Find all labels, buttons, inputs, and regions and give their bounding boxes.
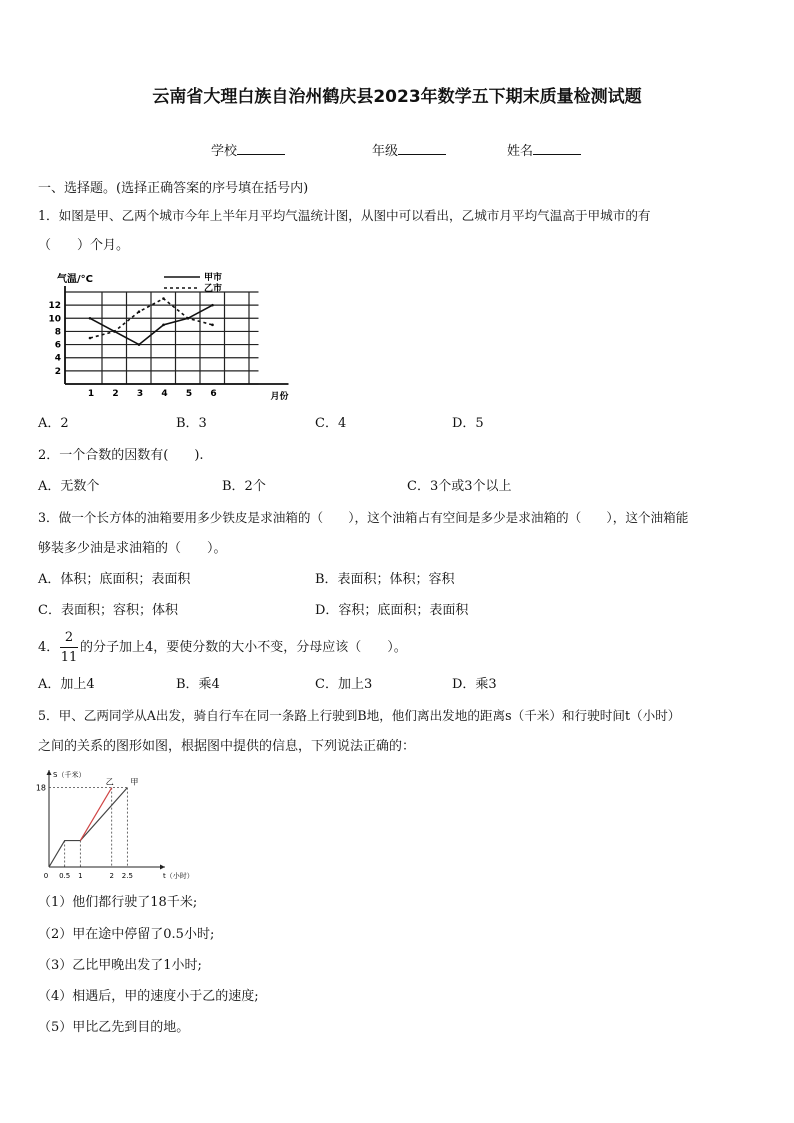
q1-option-b: B．3 — [176, 416, 207, 431]
y-tick-label: 2 — [54, 366, 61, 377]
school-blank — [237, 142, 285, 155]
legend-label: 甲市 — [204, 273, 223, 283]
x-tick-label: 4 — [161, 389, 168, 399]
q1-line2: （ ）个月。 — [38, 238, 130, 253]
x-tick-label: 5 — [185, 389, 193, 399]
grade-label: 年级 — [372, 144, 399, 159]
legend-label: 乙市 — [204, 284, 223, 294]
y-tick-label: 18 — [35, 783, 46, 793]
q5-line2: 之间的关系的图形如图，根据图中提供的信息，下列说法正确的： — [38, 739, 416, 754]
name-field — [507, 142, 581, 160]
name-blank — [533, 142, 581, 155]
q2-option-a: A．无数个 — [38, 479, 100, 494]
data-point — [162, 324, 165, 327]
x-tick-label: 1 — [78, 872, 83, 880]
q5-statement: （2）甲在途中停留了0.5小时; — [38, 927, 215, 942]
q1-line1: 1．如图是甲、乙两个城市今年上半年月平均气温统计图，从图中可以看出，乙城市月平均气温高于甲城市的有 — [38, 208, 651, 223]
x-axis-arrow — [160, 865, 165, 870]
series-label: 甲 — [130, 777, 139, 787]
data-point — [89, 317, 92, 320]
q2-option-c: C．3个或3个以上 — [407, 479, 512, 494]
q3-line2: 够装多少油是求油箱的（ ）。 — [38, 541, 227, 556]
q3-option-c: C．表面积；容积；体积 — [38, 603, 178, 618]
q3-option-a: A．体积；底面积；表面积 — [38, 572, 191, 587]
q3-option-b: B．表面积；体积；容积 — [315, 572, 455, 587]
y-tick-label: 12 — [48, 301, 61, 312]
q3-line1: 3．做一个长方体的油箱要用多少铁皮是求油箱的（ ），这个油箱占有空间是多少是求油箱的（ ），这个油箱能 — [38, 510, 689, 525]
data-point — [211, 324, 214, 327]
section-heading: 一、选择题。(选择正确答案的序号填在括号内) — [38, 181, 309, 196]
q4-option-c: C．加上3 — [315, 677, 373, 692]
x-tick-label: 2.5 — [121, 872, 133, 880]
q5-statement: （1）他们都行驶了18千米; — [38, 895, 198, 910]
x-tick-label: 2 — [112, 389, 119, 399]
x-axis-label: t（小时） — [163, 872, 194, 880]
y-tick-label: 6 — [54, 340, 61, 351]
data-point — [113, 330, 116, 333]
q4-text: 的分子加上4，要使分数的大小不变，分母应该（ ）。 — [80, 640, 407, 655]
data-point — [187, 317, 190, 320]
x-tick-label: 0.5 — [59, 872, 71, 880]
q5-statement: （3）乙比甲晚出发了1小时; — [38, 958, 202, 973]
y-axis-label: 气温/°C — [57, 274, 93, 285]
series-label: 乙 — [105, 777, 114, 787]
q5-statement: （4）相遇后，甲的速度小于乙的速度; — [38, 989, 259, 1004]
school-field — [211, 142, 285, 160]
grade-field — [372, 142, 446, 160]
q5-line1: 5．甲、乙两同学从A出发，骑自行车在同一条路上行驶到B地，他们离出发地的距离s（千米）和行驶时间t（小时） — [38, 708, 681, 723]
q3-option-d: D．容积；底面积；表面积 — [315, 603, 469, 618]
x-tick-label: 2 — [109, 872, 114, 880]
x-tick-label: 6 — [210, 389, 217, 399]
x-tick-label: 1 — [87, 389, 95, 399]
q4-number: 4． — [38, 640, 60, 655]
y-tick-label: 10 — [48, 314, 61, 325]
y-axis-label: S（千米） — [53, 771, 86, 779]
y-tick-label: 4 — [54, 353, 61, 364]
q5-statement: （5）甲比乙先到目的地。 — [38, 1020, 190, 1035]
q4-fraction — [60, 630, 78, 665]
data-point — [211, 304, 214, 307]
y-axis-arrow — [47, 770, 52, 775]
q1-option-a: A．2 — [38, 416, 69, 431]
series-line-乙 — [80, 788, 111, 841]
x-tick-label: 3 — [136, 389, 144, 399]
q4-option-b: B．乘4 — [176, 677, 220, 692]
grade-blank — [398, 142, 446, 155]
x-axis-label: 月份 — [270, 392, 289, 402]
y-tick-label: 8 — [54, 327, 61, 338]
q2-text: 2．一个合数的因数有( ). — [38, 448, 204, 463]
data-point — [138, 310, 141, 313]
q4-option-d: D．乘3 — [452, 677, 497, 692]
data-point — [89, 337, 92, 340]
q4-option-a: A．加上4 — [38, 677, 95, 692]
q4-denominator: 11 — [60, 650, 78, 665]
q2-option-b: B．2个 — [222, 479, 266, 494]
q1-option-c: C．4 — [315, 416, 347, 431]
name-label: 姓名 — [507, 144, 534, 159]
origin-label: 0 — [43, 872, 49, 880]
data-point — [162, 297, 165, 300]
data-point — [138, 343, 141, 346]
page-title: 云南省大理白族自治州鹤庆县2023年数学五下期末质量检测试题 — [152, 87, 642, 107]
q4-numerator: 2 — [64, 630, 74, 645]
q1-option-d: D．5 — [452, 416, 484, 431]
school-label: 学校 — [211, 144, 238, 159]
distance-time-graph — [30, 764, 194, 884]
fraction-bar — [60, 647, 78, 648]
temperature-line-chart — [36, 266, 289, 408]
